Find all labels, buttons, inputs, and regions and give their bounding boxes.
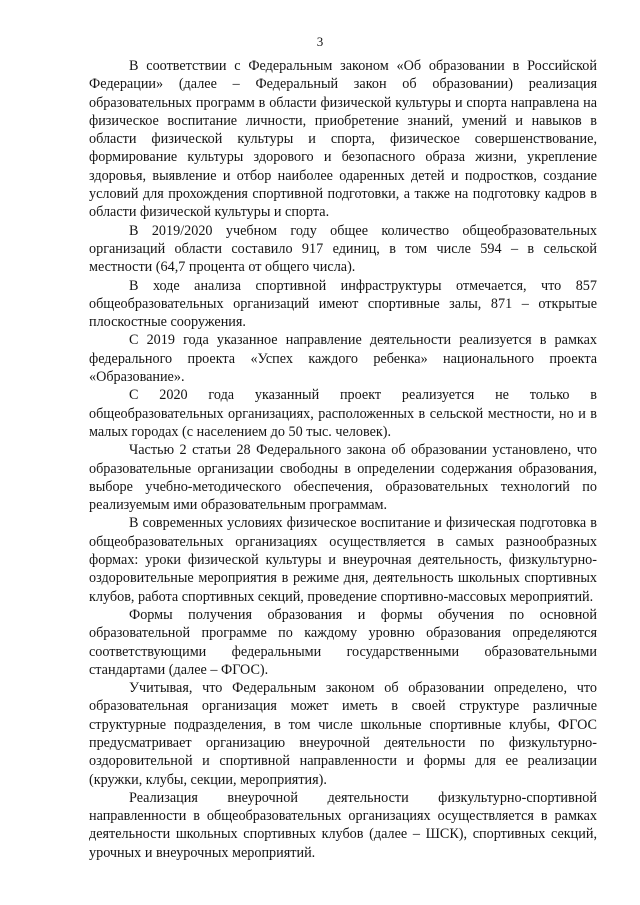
paragraph-article-28: Частью 2 статьи 28 Федерального закона об образовании установлено, что образовательные организации свободны в определении содержания образования, выборе учебно-методического обеспечения, образовательных технологий по реализуемым ими образовательным программам. — [89, 442, 597, 514]
page-number: 3 — [316, 34, 324, 49]
paragraph-federal-law: В соответствии с Федеральным законом «Об образовании в Российской Федерации» (далее – Федеральный закон об образовании) реализация образовательных программ в области физической культуры и спорта направлена на физическое воспитание личности, приобретение знаний, умений и навыков в области физической культуры и спорта, физическое совершенствование, формирование культуры здорового и безопасного образа жизни, укрепление здоровья, выявление и отбор наиболее одаренных детей и подростков, создание условий для прохождения спортивной подготовки, а также на подготовку кадров в области физической культуры и спорта. — [89, 58, 597, 221]
paragraph-small-towns: С 2020 года указанный проект реализуется не только в общеобразовательных организациях, расположенных в сельской местности, но и в малых городах (с населением до 50 тыс. человек). — [89, 387, 597, 440]
paragraph-fgos: Формы получения образования и формы обучения по основной образовательной программе по каждому уровню образования определяются соответствующими федеральными государственными образовательными стандартами (далее – ФГОС). — [89, 606, 597, 678]
paragraph-school-sports-clubs: Реализация внеурочной деятельности физкультурно-спортивной направленности в общеобразовательных организациях осуществляется в рамках деятельности школьных спортивных клубов (далее – ШСК), спортивных секций, урочных и внеурочных мероприятий. — [89, 789, 597, 861]
paragraph-forms-of-education: В современных условиях физическое воспитание и физическая подготовка в общеобразовательных организациях осуществляется в самых разнообразных формах: уроки физической культуры и внеурочная деятельность, физкультурно-оздоровительные мероприятия в режиме дня, деятельность школьных спортивных клубов, работа спортивных секций, проведение спортивно-массовых мероприятий. — [89, 515, 597, 605]
paragraph-federal-project: С 2019 года указанное направление деятельности реализуется в рамках федерального проекта «Успех каждого ребенка» национального проекта «Образование». — [89, 332, 597, 386]
paragraph-sports-infrastructure: В ходе анализа спортивной инфраструктуры отмечается, что 857 общеобразовательных организаций имеют спортивные залы, 871 – открытые плоскостные сооружения. — [89, 277, 597, 331]
paragraph-extracurricular: Учитывая, что Федеральным законом об образовании определено, что образовательная организация может иметь в своей структуре различные структурные подразделения, в том числе школьные спортивные клубы, ФГОС предусматривает организацию внеурочной деятельности по физкультурно-оздоровительной и спортивной направленности и формы для ее реализации (кружки, клубы, секции, мероприятия). — [89, 680, 597, 788]
paragraph-school-count: В 2019/2020 учебном году общее количество общеобразовательных организаций области составило 917 единиц, в том числе 594 – в сельской местности (64,7 процента от общего числа). — [89, 222, 597, 276]
document-body — [89, 57, 597, 862]
